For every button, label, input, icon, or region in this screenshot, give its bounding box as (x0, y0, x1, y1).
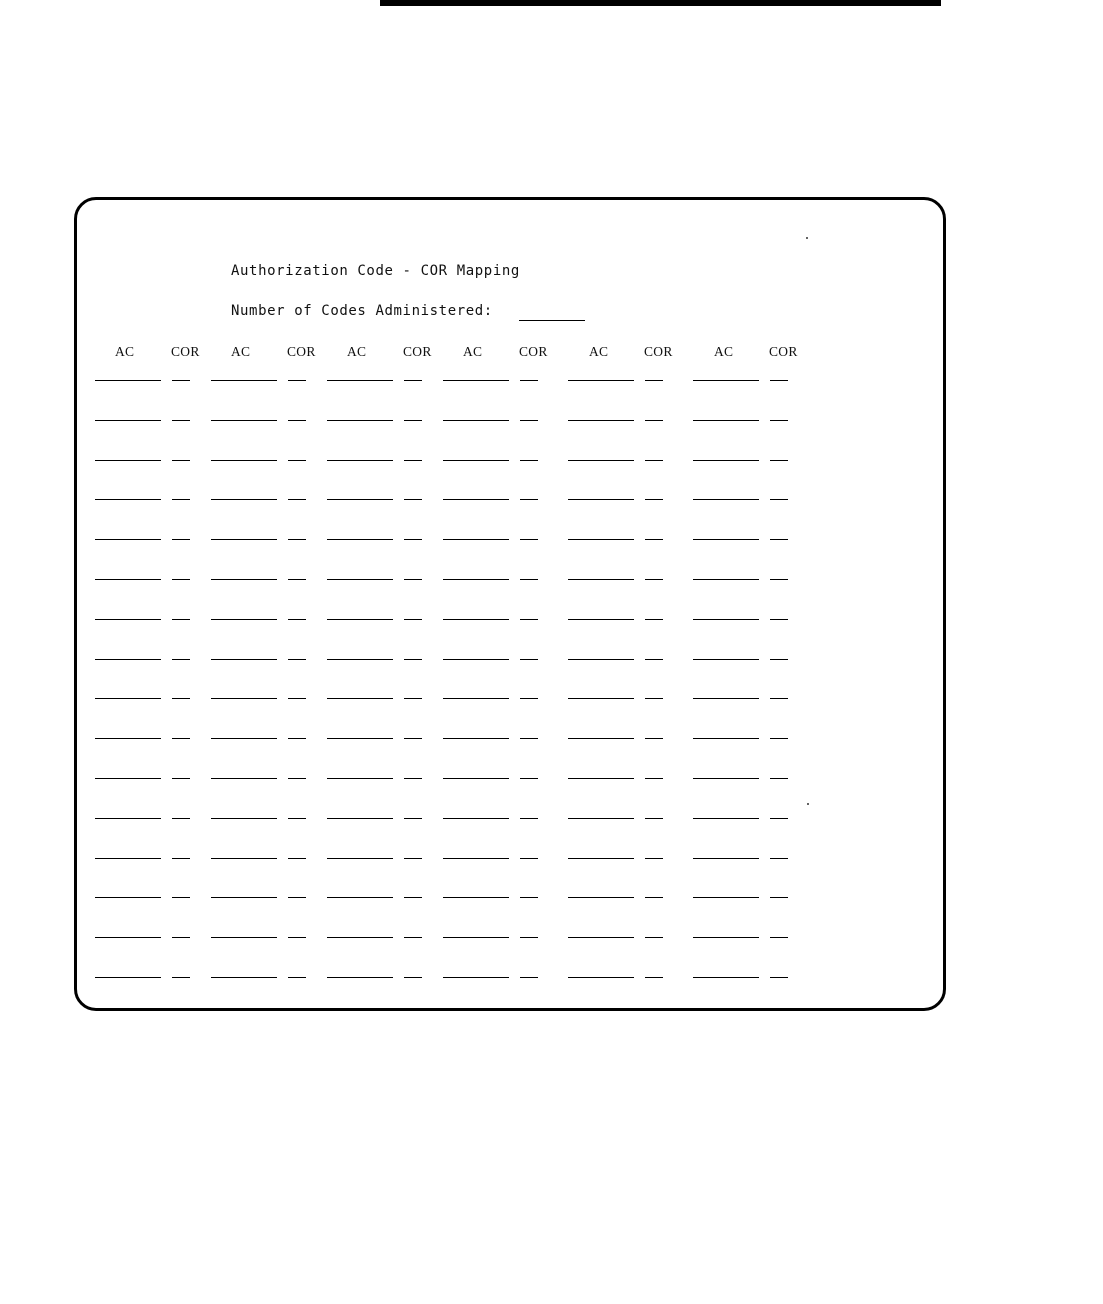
cor-field[interactable] (172, 619, 190, 620)
cor-field[interactable] (770, 539, 788, 540)
ac-field[interactable] (211, 778, 277, 779)
ac-field[interactable] (327, 858, 393, 859)
cor-field[interactable] (172, 579, 190, 580)
cor-field[interactable] (288, 858, 306, 859)
ac-field[interactable] (568, 460, 634, 461)
ac-field[interactable] (95, 659, 161, 660)
ac-field[interactable] (693, 539, 759, 540)
cor-field[interactable] (520, 818, 538, 819)
ac-field[interactable] (693, 619, 759, 620)
ac-field[interactable] (693, 897, 759, 898)
ac-field[interactable] (95, 977, 161, 978)
ac-field[interactable] (568, 977, 634, 978)
top-rule (380, 0, 941, 6)
cor-field[interactable] (770, 698, 788, 699)
ac-field[interactable] (443, 579, 509, 580)
cor-field[interactable] (770, 380, 788, 381)
cor-field[interactable] (288, 818, 306, 819)
cor-field[interactable] (172, 460, 190, 461)
cor-field[interactable] (520, 698, 538, 699)
ac-field[interactable] (327, 659, 393, 660)
ac-field[interactable] (327, 539, 393, 540)
ac-field[interactable] (327, 380, 393, 381)
ac-field[interactable] (443, 659, 509, 660)
column-header-ac: AC (115, 344, 135, 359)
ac-field[interactable] (568, 659, 634, 660)
ac-field[interactable] (327, 977, 393, 978)
ac-field[interactable] (95, 619, 161, 620)
ac-field[interactable] (568, 738, 634, 739)
cor-field[interactable] (172, 698, 190, 699)
cor-field[interactable] (520, 460, 538, 461)
column-header-cor: COR (287, 344, 316, 359)
cor-field[interactable] (404, 460, 422, 461)
ac-field[interactable] (95, 420, 161, 421)
cor-field[interactable] (520, 579, 538, 580)
cor-field[interactable] (288, 420, 306, 421)
cor-field[interactable] (645, 897, 663, 898)
column-header-cor: COR (519, 344, 548, 359)
cor-field[interactable] (404, 539, 422, 540)
cor-field[interactable] (288, 738, 306, 739)
cor-field[interactable] (770, 619, 788, 620)
ac-field[interactable] (693, 738, 759, 739)
cor-field[interactable] (520, 539, 538, 540)
ac-field[interactable] (568, 858, 634, 859)
ac-field[interactable] (568, 897, 634, 898)
ac-field[interactable] (568, 539, 634, 540)
ac-field[interactable] (95, 897, 161, 898)
column-header-cor: COR (769, 344, 798, 359)
ac-field[interactable] (95, 380, 161, 381)
cor-field[interactable] (770, 579, 788, 580)
ac-field[interactable] (95, 539, 161, 540)
column-header-ac: AC (463, 344, 483, 359)
cor-field[interactable] (172, 539, 190, 540)
ac-field[interactable] (693, 778, 759, 779)
ac-field[interactable] (211, 698, 277, 699)
cor-field[interactable] (645, 778, 663, 779)
cor-field[interactable] (770, 420, 788, 421)
ac-field[interactable] (327, 619, 393, 620)
cor-field[interactable] (770, 460, 788, 461)
cor-field[interactable] (770, 499, 788, 500)
ac-field[interactable] (568, 818, 634, 819)
cor-field[interactable] (770, 977, 788, 978)
cor-field[interactable] (404, 380, 422, 381)
ac-field[interactable] (693, 698, 759, 699)
cor-field[interactable] (288, 460, 306, 461)
cor-field[interactable] (404, 897, 422, 898)
cor-field[interactable] (520, 659, 538, 660)
form-screen (74, 197, 946, 1011)
cor-field[interactable] (172, 380, 190, 381)
cor-field[interactable] (172, 897, 190, 898)
ac-field[interactable] (95, 778, 161, 779)
cor-field[interactable] (404, 499, 422, 500)
ac-field[interactable] (211, 897, 277, 898)
cor-field[interactable] (770, 897, 788, 898)
ac-field[interactable] (443, 460, 509, 461)
cor-field[interactable] (645, 818, 663, 819)
cor-field[interactable] (172, 818, 190, 819)
cor-field[interactable] (645, 619, 663, 620)
ac-field[interactable] (568, 380, 634, 381)
ac-field[interactable] (327, 460, 393, 461)
cor-field[interactable] (520, 858, 538, 859)
cor-field[interactable] (288, 937, 306, 938)
ac-field[interactable] (211, 499, 277, 500)
cor-field[interactable] (770, 738, 788, 739)
ac-field[interactable] (443, 818, 509, 819)
ac-field[interactable] (693, 858, 759, 859)
ac-field[interactable] (211, 460, 277, 461)
cor-field[interactable] (645, 858, 663, 859)
ac-field[interactable] (95, 858, 161, 859)
ac-field[interactable] (95, 579, 161, 580)
cor-field[interactable] (288, 579, 306, 580)
ac-field[interactable] (95, 698, 161, 699)
cor-field[interactable] (404, 659, 422, 660)
ac-field[interactable] (95, 937, 161, 938)
ac-field[interactable] (693, 977, 759, 978)
screen-speck (807, 803, 809, 805)
cor-field[interactable] (770, 659, 788, 660)
cor-field[interactable] (404, 977, 422, 978)
cor-field[interactable] (404, 698, 422, 699)
cor-field[interactable] (520, 499, 538, 500)
ac-field[interactable] (327, 778, 393, 779)
cor-field[interactable] (288, 977, 306, 978)
ac-field[interactable] (211, 420, 277, 421)
cor-field[interactable] (404, 778, 422, 779)
column-header-cor: COR (171, 344, 200, 359)
ac-field[interactable] (211, 818, 277, 819)
ac-field[interactable] (443, 420, 509, 421)
cor-field[interactable] (172, 738, 190, 739)
cor-field[interactable] (288, 499, 306, 500)
ac-field[interactable] (568, 579, 634, 580)
ac-field[interactable] (443, 539, 509, 540)
ac-field[interactable] (327, 420, 393, 421)
cor-field[interactable] (520, 897, 538, 898)
cor-field[interactable] (770, 937, 788, 938)
ac-field[interactable] (327, 897, 393, 898)
ac-field[interactable] (211, 380, 277, 381)
ac-field[interactable] (443, 619, 509, 620)
cor-field[interactable] (288, 380, 306, 381)
cor-field[interactable] (645, 977, 663, 978)
cor-field[interactable] (172, 977, 190, 978)
cor-field[interactable] (645, 499, 663, 500)
ac-field[interactable] (327, 698, 393, 699)
ac-field[interactable] (211, 977, 277, 978)
ac-field[interactable] (443, 858, 509, 859)
column-header-cor: COR (644, 344, 673, 359)
cor-field[interactable] (645, 380, 663, 381)
cor-field[interactable] (520, 778, 538, 779)
ac-field[interactable] (95, 738, 161, 739)
cor-field[interactable] (288, 778, 306, 779)
cor-field[interactable] (172, 778, 190, 779)
ac-field[interactable] (443, 937, 509, 938)
ac-field[interactable] (327, 937, 393, 938)
cor-field[interactable] (520, 619, 538, 620)
ac-field[interactable] (95, 460, 161, 461)
cor-field[interactable] (770, 858, 788, 859)
cor-field[interactable] (520, 380, 538, 381)
ac-field[interactable] (568, 619, 634, 620)
cor-field[interactable] (172, 420, 190, 421)
cor-field[interactable] (645, 659, 663, 660)
ac-field[interactable] (693, 937, 759, 938)
cor-field[interactable] (520, 420, 538, 421)
cor-field[interactable] (770, 778, 788, 779)
ac-field[interactable] (211, 858, 277, 859)
ac-field[interactable] (443, 897, 509, 898)
column-header-ac: AC (589, 344, 609, 359)
cor-field[interactable] (520, 738, 538, 739)
cor-field[interactable] (288, 619, 306, 620)
ac-field[interactable] (443, 499, 509, 500)
cor-field[interactable] (645, 539, 663, 540)
column-header-ac: AC (714, 344, 734, 359)
ac-field[interactable] (443, 977, 509, 978)
ac-field[interactable] (443, 380, 509, 381)
column-header-ac: AC (231, 344, 251, 359)
cor-field[interactable] (404, 818, 422, 819)
ac-field[interactable] (568, 499, 634, 500)
form-title: Authorization Code - COR Mapping (231, 263, 520, 279)
ac-field[interactable] (327, 738, 393, 739)
cor-field[interactable] (288, 539, 306, 540)
ac-field[interactable] (443, 778, 509, 779)
ac-field[interactable] (327, 579, 393, 580)
ac-field[interactable] (211, 937, 277, 938)
cor-field[interactable] (645, 460, 663, 461)
ac-field[interactable] (211, 619, 277, 620)
column-header-ac: AC (347, 344, 367, 359)
ac-field[interactable] (693, 579, 759, 580)
ac-field[interactable] (693, 659, 759, 660)
ac-field[interactable] (693, 499, 759, 500)
cor-field[interactable] (770, 818, 788, 819)
cor-field[interactable] (645, 738, 663, 739)
cor-field[interactable] (645, 579, 663, 580)
cor-field[interactable] (288, 897, 306, 898)
ac-field[interactable] (327, 818, 393, 819)
ac-field[interactable] (693, 380, 759, 381)
ac-field[interactable] (211, 579, 277, 580)
cor-field[interactable] (404, 937, 422, 938)
cor-field[interactable] (645, 937, 663, 938)
ac-field[interactable] (568, 937, 634, 938)
codes-administered-field[interactable] (519, 320, 585, 321)
ac-field[interactable] (95, 499, 161, 500)
cor-field[interactable] (520, 977, 538, 978)
column-header-cor: COR (403, 344, 432, 359)
ac-field[interactable] (568, 778, 634, 779)
cor-field[interactable] (404, 619, 422, 620)
ac-field[interactable] (211, 539, 277, 540)
screen-speck (806, 237, 808, 239)
cor-field[interactable] (288, 659, 306, 660)
cor-field[interactable] (172, 937, 190, 938)
ac-field[interactable] (693, 460, 759, 461)
cor-field[interactable] (404, 738, 422, 739)
ac-field[interactable] (443, 738, 509, 739)
ac-field[interactable] (568, 698, 634, 699)
cor-field[interactable] (404, 858, 422, 859)
ac-field[interactable] (693, 818, 759, 819)
cor-field[interactable] (288, 698, 306, 699)
ac-field[interactable] (95, 818, 161, 819)
cor-field[interactable] (172, 499, 190, 500)
cor-field[interactable] (404, 420, 422, 421)
ac-field[interactable] (327, 499, 393, 500)
ac-field[interactable] (443, 698, 509, 699)
cor-field[interactable] (404, 579, 422, 580)
ac-field[interactable] (211, 659, 277, 660)
cor-field[interactable] (172, 858, 190, 859)
cor-field[interactable] (645, 420, 663, 421)
codes-administered-label: Number of Codes Administered: (231, 303, 493, 319)
ac-field[interactable] (568, 420, 634, 421)
cor-field[interactable] (172, 659, 190, 660)
cor-field[interactable] (645, 698, 663, 699)
cor-field[interactable] (520, 937, 538, 938)
ac-field[interactable] (693, 420, 759, 421)
ac-field[interactable] (211, 738, 277, 739)
